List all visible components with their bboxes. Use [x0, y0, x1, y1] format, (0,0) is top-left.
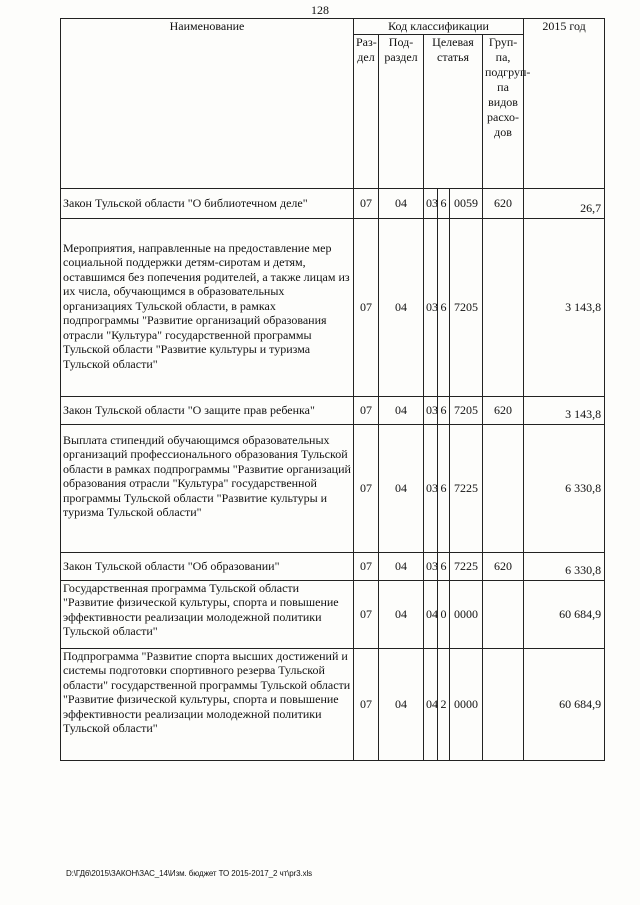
header-target-article: Целевая статья [424, 34, 483, 188]
row-cs3: 7205 [450, 396, 483, 424]
page-number: 128 [311, 3, 329, 17]
row-razdel: 07 [354, 396, 379, 424]
row-name: Подпрограмма "Развитие спорта высших достижений и системы подготовки спортивного резерва Тульской области" государственной программы Тульской области "Развитие физической культуры, спорта и повышение эффективности реализации молодежной политики Тульской области" [61, 648, 354, 760]
row-amount: 6 330,8 [524, 552, 605, 580]
row-vid: 620 [483, 396, 524, 424]
row-cs3: 7225 [450, 552, 483, 580]
header-classification: Код классификации [354, 19, 524, 35]
row-razdel: 07 [354, 188, 379, 218]
table-row [61, 396, 605, 424]
row-cs3: 7205 [450, 218, 483, 396]
row-razdel: 07 [354, 580, 379, 648]
row-cs2: 6 [438, 424, 450, 552]
row-vid [483, 648, 524, 760]
header-expense-group: Груп- па, подгруп- па видов расхо- дов [483, 34, 524, 188]
row-cs3: 7225 [450, 424, 483, 552]
row-razdel: 07 [354, 424, 379, 552]
row-cs2: 6 [438, 396, 450, 424]
budget-table [60, 18, 605, 761]
row-vid: 620 [483, 552, 524, 580]
row-cs1: 04 [424, 580, 438, 648]
row-cs2: 6 [438, 552, 450, 580]
row-cs3: 0000 [450, 648, 483, 760]
row-vid [483, 424, 524, 552]
row-vid: 620 [483, 188, 524, 218]
row-name: Закон Тульской области "О защите прав ребенка" [61, 396, 354, 424]
row-amount: 3 143,8 [524, 218, 605, 396]
header-year: 2015 год [524, 19, 605, 189]
row-razdel: 07 [354, 218, 379, 396]
row-vid [483, 218, 524, 396]
row-cs3: 0000 [450, 580, 483, 648]
row-amount: 60 684,9 [524, 580, 605, 648]
row-amount: 3 143,8 [524, 396, 605, 424]
row-amount: 60 684,9 [524, 648, 605, 760]
table-row [61, 424, 605, 552]
row-name: Закон Тульской области "Об образовании" [61, 552, 354, 580]
row-podrazdel: 04 [379, 580, 424, 648]
row-cs3: 0059 [450, 188, 483, 218]
row-name: Мероприятия, направленные на предоставление мер социальной поддержки детям-сиротам и детям, оставшимся без попечения родителей, а также лицам из их числа, обучающимся в образовательных организациях Тульской области, в рамках подпрограммы "Развитие организаций образования отрасли "Культура" государственной программы Тульской области "Развитие культуры и туризма Тульской области" [61, 218, 354, 396]
row-cs2: 6 [438, 188, 450, 218]
row-cs1: 03 [424, 218, 438, 396]
header-subsection: Под- раздел [379, 34, 424, 188]
header-section: Раз- дел [354, 34, 379, 188]
header-name: Наименование [61, 19, 354, 189]
table-row [61, 552, 605, 580]
row-cs1: 03 [424, 396, 438, 424]
row-name: Государственная программа Тульской области "Развитие физической культуры, спорта и повышение эффективности реализации молодежной политики Тульской области" [61, 580, 354, 648]
row-amount: 6 330,8 [524, 424, 605, 552]
table-row [61, 580, 605, 648]
row-cs1: 03 [424, 188, 438, 218]
row-podrazdel: 04 [379, 188, 424, 218]
row-razdel: 07 [354, 552, 379, 580]
row-cs2: 2 [438, 648, 450, 760]
row-cs2: 0 [438, 580, 450, 648]
row-podrazdel: 04 [379, 218, 424, 396]
row-vid [483, 580, 524, 648]
row-name: Закон Тульской области "О библиотечном деле" [61, 188, 354, 218]
row-podrazdel: 04 [379, 396, 424, 424]
row-cs1: 03 [424, 424, 438, 552]
row-amount: 26,7 [524, 188, 605, 218]
row-podrazdel: 04 [379, 648, 424, 760]
row-cs1: 04 [424, 648, 438, 760]
row-podrazdel: 04 [379, 552, 424, 580]
row-razdel: 07 [354, 648, 379, 760]
table-row [61, 188, 605, 218]
row-name: Выплата стипендий обучающимся образовательных организаций профессионального образования Тульской области в рамках подпрограммы "Развитие организаций образования отрасли "Культура" государственной программы Тульской области "Развитие культуры и туризма Тульской области" [61, 424, 354, 552]
row-cs1: 03 [424, 552, 438, 580]
row-podrazdel: 04 [379, 424, 424, 552]
file-path-footer: D:\ГД6\2015\ЗАКОН\ЗАС_14\Изм. бюджет ТО 2015-2017_2 чт\pr3.xls [66, 869, 313, 878]
row-cs2: 6 [438, 218, 450, 396]
table-row [61, 648, 605, 760]
table-row [61, 218, 605, 396]
